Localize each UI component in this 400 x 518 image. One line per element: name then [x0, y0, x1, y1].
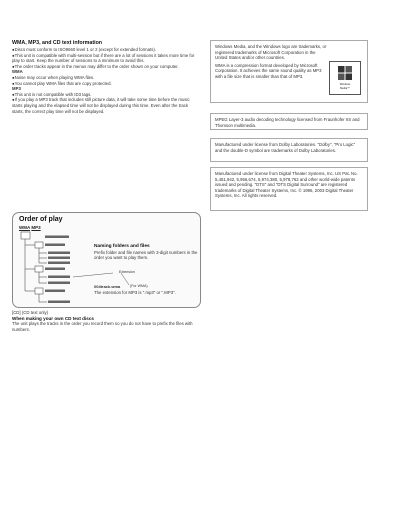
dolby-license-box: [210, 138, 368, 162]
dolby-license-text: Manufactured under license from Dolby Laboratories. "Dolby", "Pro Logic" and the double-D symbol are trademarks of Dolby Laboratories.: [215, 142, 356, 153]
folder-icon: [35, 266, 43, 272]
cd-body: The unit plays the tracks in the order you record them so you do not have to prefix the files with numbers.: [12, 321, 193, 332]
order-of-play-box: [12, 212, 201, 308]
wma-notes: [12, 47, 200, 114]
folder-icon: [35, 242, 43, 248]
mpeg-license-box: [210, 113, 368, 130]
dts-license-box: [210, 167, 368, 211]
wma-description: WMA is a compression format developed by Microsoft Corporation. It achieves the same sound quality as MP3 with a file size that is smaller than that of MP3.: [215, 62, 322, 79]
folder-icon: [35, 288, 43, 294]
note-line: ●The order tracks appear in the menus may differ to the order shown on your computer.: [12, 63, 179, 69]
extension-label: Extension: [119, 270, 135, 274]
extension-note: The extension for MP3 is ".mp3" or ".MP3".: [94, 290, 176, 295]
windows-trademark-text: Windows Media, and the Windows logo are trademarks, or registered trademarks of Microsoft Corporation in the United States and/or other countries.: [215, 44, 327, 61]
root-folder-icon: [21, 232, 30, 239]
note-line: ●You cannot play WMA files that are copy protected.: [12, 80, 112, 86]
dts-license-text: Manufactured under license from Digital Theater Systems, Inc. US Pat. No. 5,451,942, 5,956,674, 5,974,380, 5,978,762 and other world-wide patents issued and pending. "DTS" and "DTS Digital Surround" are registered trademarks of Digital Theater Systems, Inc. © 1996, 2003 Digital Theater Systems, Inc. All rights reserved.: [215, 171, 358, 199]
wma-tag: WMA: [12, 69, 23, 75]
format-tag: MP3: [31, 225, 41, 230]
note-line: ●This unit is compatible with multi-session but if there are a lot of sessions it takes more time for play to start. Keep the number of sessions to a minimum to avoid this.: [12, 52, 195, 64]
mp3-tag: MP3: [12, 86, 21, 92]
note-line: ●If you play a MP3 track that includes still picture data, it will take some time before the music starts playing and the elapsed time will not be displayed during this time. Even after the track starts, the correct play time will not be displayed.: [12, 97, 190, 114]
format-tag: WMA: [19, 225, 31, 230]
windows-media-logo: [329, 61, 361, 95]
naming-body: Prefix folder and file names with 3-digit numbers in the order you want to play them.: [94, 249, 198, 261]
note-line: ●This unit is not compatible with ID3 tags.: [12, 91, 92, 97]
windows-flag-icon: [337, 65, 353, 81]
mpeg-license-text: MPEG Layer-3 audio decoding technology licensed from Fraunhofer IIS and Thomson multimedia.: [215, 117, 360, 128]
note-line: ●Discs must conform to ISO9660 level 1 or 2 (except for extended formats).: [12, 47, 156, 52]
example-filename: 004track.wma: [94, 284, 121, 289]
note-line: ●Noise may occur when playing WMA files.: [12, 74, 95, 80]
cd-tag: [CD] (CD text only): [12, 310, 49, 315]
section-title: WMA, MP3, and CD text information: [12, 40, 103, 46]
logo-caption: Media™: [340, 87, 350, 90]
windows-media-trademark-box: [210, 40, 368, 103]
example-note: (For WMA): [130, 284, 148, 288]
naming-heading: Naming folders and files: [94, 244, 150, 249]
order-title: Order of play: [19, 216, 63, 223]
logo-caption: Windows: [339, 83, 351, 86]
cd-heading: When making your own CD text discs: [12, 315, 94, 321]
naming-instructions: [94, 244, 200, 261]
cd-text-section: [12, 310, 200, 332]
